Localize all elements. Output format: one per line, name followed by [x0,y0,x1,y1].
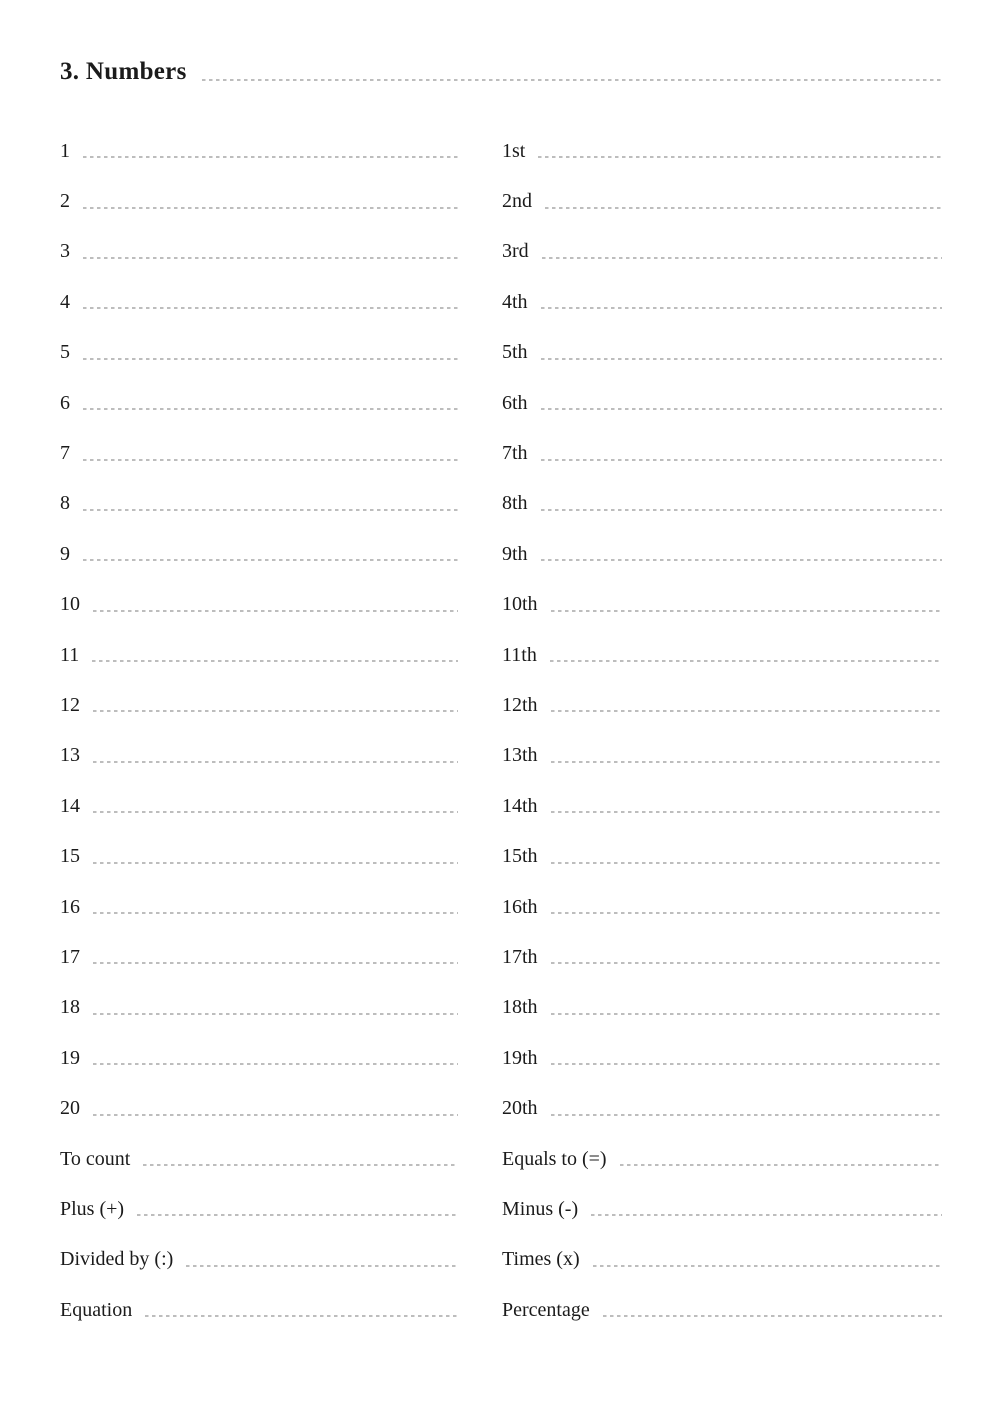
vocab-row [60,328,458,378]
vocab-row [502,378,942,428]
vocab-row [502,731,942,781]
row-label: 11 [60,643,80,666]
vocab-row [60,126,458,176]
row-label: 16th [502,895,538,918]
vocab-row [502,1083,942,1133]
fill-in-line [186,1265,458,1267]
title-row [60,56,942,88]
row-label: 10 [60,593,80,616]
vocab-row [502,831,942,881]
fill-in-line [620,1164,942,1166]
vocab-row [60,731,458,781]
fill-in-line [551,1063,942,1065]
vocab-row [502,1033,942,1083]
fill-in-line [550,660,942,662]
vocab-row [60,1134,458,1184]
fill-in-line [603,1315,942,1317]
row-label: 6th [502,391,528,414]
vocab-row [502,428,942,478]
row-label: Plus (+) [60,1197,125,1220]
row-label: 19 [60,1046,80,1069]
vocab-row [502,630,942,680]
fill-in-line [145,1315,458,1317]
fill-in-line [143,1164,458,1166]
row-label: 13 [60,744,80,767]
fill-in-line [83,509,458,511]
row-label: 18 [60,996,80,1019]
row-label: 18th [502,996,538,1019]
fill-in-line [137,1214,458,1216]
row-label: 15 [60,845,80,868]
vocab-row [502,1285,942,1335]
fill-in-line [551,1114,942,1116]
vocab-row [60,479,458,529]
row-label: 1 [60,139,70,162]
row-label: Minus (-) [502,1197,579,1220]
fill-in-line [93,962,458,964]
row-label: Divided by (:) [60,1248,174,1271]
row-label: 13th [502,744,538,767]
vocab-row [60,227,458,277]
fill-in-line [93,862,458,864]
row-label: 2nd [502,190,532,213]
row-label: To count [60,1147,131,1170]
fill-in-line [83,307,458,309]
fill-in-line [93,610,458,612]
row-label: 16 [60,895,80,918]
section-title: 3. Numbers [60,58,187,85]
fill-in-line [551,962,942,964]
fill-in-line [542,257,942,259]
fill-in-line [551,710,942,712]
right-column [502,126,942,1335]
fill-in-line [93,1013,458,1015]
fill-in-line [83,358,458,360]
vocab-columns [60,126,942,1335]
title-fill-in-line [202,79,942,81]
row-label: 11th [502,643,537,666]
row-label: 6 [60,391,70,414]
vocab-row [502,328,942,378]
vocab-row [502,479,942,529]
row-label: 7 [60,442,70,465]
vocab-row [502,1235,942,1285]
vocab-row [502,680,942,730]
row-label: 17 [60,945,80,968]
fill-in-line [83,559,458,561]
fill-in-line [551,862,942,864]
row-label: 10th [502,593,538,616]
vocab-row [502,580,942,630]
fill-in-line [92,660,458,662]
vocab-row [60,580,458,630]
row-label: 12 [60,693,80,716]
vocab-row [60,983,458,1033]
row-label: 8 [60,492,70,515]
vocab-row [502,126,942,176]
row-label: 17th [502,945,538,968]
fill-in-line [83,408,458,410]
vocab-row [502,1134,942,1184]
row-label: 12th [502,693,538,716]
row-label: 7th [502,442,528,465]
row-label: Equals to (=) [502,1147,607,1170]
fill-in-line [93,1114,458,1116]
fill-in-line [83,156,458,158]
fill-in-line [93,710,458,712]
vocab-row [60,630,458,680]
fill-in-line [551,811,942,813]
fill-in-line [83,207,458,209]
row-label: 4 [60,290,70,313]
vocab-row [60,1285,458,1335]
row-label: 3 [60,240,70,263]
fill-in-line [551,761,942,763]
row-label: 8th [502,492,528,515]
row-label: 15th [502,845,538,868]
row-label: 19th [502,1046,538,1069]
fill-in-line [541,559,942,561]
row-label: Times (x) [502,1248,580,1271]
fill-in-line [551,610,942,612]
row-label: Percentage [502,1298,590,1321]
row-label: 5 [60,341,70,364]
fill-in-line [93,1063,458,1065]
row-label: 9th [502,542,528,565]
vocab-row [502,176,942,226]
left-column [60,126,458,1335]
fill-in-line [538,156,942,158]
fill-in-line [93,811,458,813]
fill-in-line [541,408,942,410]
vocab-row [60,378,458,428]
row-label: 3rd [502,240,529,263]
vocab-row [60,1033,458,1083]
row-label: 1st [502,139,526,162]
vocab-row [60,1235,458,1285]
vocab-row [60,882,458,932]
fill-in-line [541,509,942,511]
vocab-row [60,529,458,579]
fill-in-line [93,912,458,914]
fill-in-line [541,307,942,309]
fill-in-line [83,257,458,259]
vocab-row [60,428,458,478]
vocab-row [502,277,942,327]
vocab-row [60,781,458,831]
row-label: Equation [60,1298,133,1321]
fill-in-line [591,1214,942,1216]
fill-in-line [83,459,458,461]
row-label: 14th [502,794,538,817]
vocab-row [60,1184,458,1234]
row-label: 9 [60,542,70,565]
row-label: 5th [502,341,528,364]
vocab-row [60,680,458,730]
vocab-row [502,781,942,831]
vocab-row [502,932,942,982]
vocab-row [60,932,458,982]
fill-in-line [541,358,942,360]
row-label: 20th [502,1097,538,1120]
row-label: 20 [60,1097,80,1120]
vocab-row [502,983,942,1033]
vocab-row [60,176,458,226]
vocab-row [60,277,458,327]
vocab-row [502,227,942,277]
fill-in-line [541,459,942,461]
row-label: 4th [502,290,528,313]
vocab-row [502,529,942,579]
vocab-row [502,1184,942,1234]
fill-in-line [93,761,458,763]
fill-in-line [593,1265,942,1267]
vocab-row [60,1083,458,1133]
vocab-row [502,882,942,932]
fill-in-line [551,912,942,914]
vocab-row [60,831,458,881]
fill-in-line [551,1013,942,1015]
fill-in-line [545,207,942,209]
row-label: 2 [60,190,70,213]
row-label: 14 [60,794,80,817]
